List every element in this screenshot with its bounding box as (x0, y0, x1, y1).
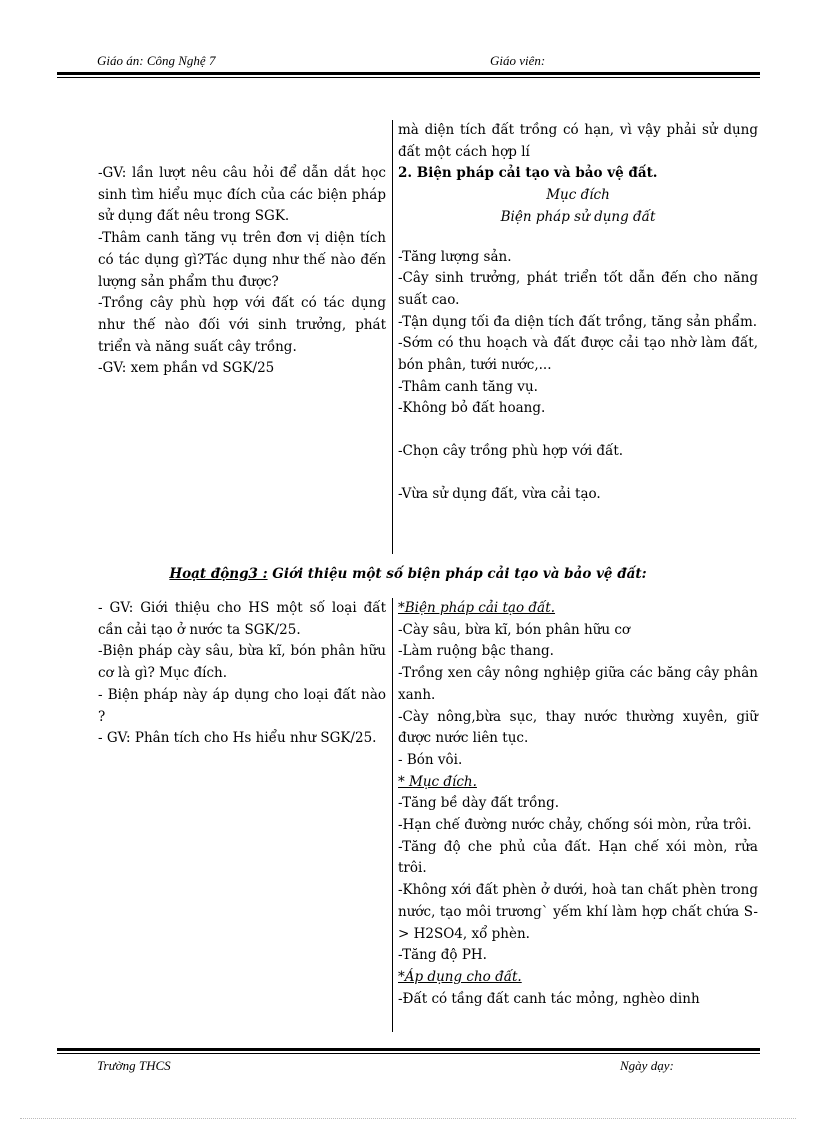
block1-right-intro: mà diện tích đất trồng có hạn, vì vậy phải sử dụng đất một cách hợp lí (398, 122, 758, 160)
section-title-label: Hoạt động3 : (169, 566, 268, 582)
block1-divider (392, 120, 393, 554)
block2-right-item: -Không xới đất phèn ở dưới, hoà tan chất phèn trong nước, tạo môi trương` yếm khí làm hợp chất chứa S-> H2SO4, xổ phèn. (398, 882, 758, 942)
block1-right-sub1: Mục đích (546, 187, 610, 204)
block2-left-line: - Biện pháp này áp dụng cho loại đất nào ? (98, 686, 386, 725)
block1-left-column (98, 163, 386, 380)
spacer (398, 463, 758, 484)
page-edge-dotted (20, 1118, 796, 1119)
footer-rule-thick (57, 1048, 760, 1051)
block2-right-item: -Cày sâu, bừa kĩ, bón phân hữu cơ (398, 621, 631, 638)
block2-right-item: -Trồng xen cây nông nghiệp giữa các băng cây phân xanh. (398, 665, 758, 703)
header-rule-thick (57, 72, 760, 75)
header-rule-thin (57, 77, 760, 78)
block1-left-line: -Thâm canh tăng vụ trên đơn vị diện tích có tác dụng gì?Tác dụng như thế nào đến lượng sản phẩm thu được? (98, 230, 386, 290)
footer-rule-thin (57, 1053, 760, 1054)
block1-left-line: -GV: xem phần vd SGK/25 (98, 360, 275, 377)
block1-right-item: -Không bỏ đất hoang. (398, 400, 546, 417)
block2-left-column (98, 598, 386, 750)
block1-right-item: -Vừa sử dụng đất, vừa cải tạo. (398, 485, 601, 502)
block1-right-item: -Thâm canh tăng vụ. (398, 378, 538, 395)
block1-left-line: -Trồng cây phù hợp với đất có tác dụng như thế nào đối với sinh trưởng, phát triển và năng suất cây trồng. (98, 295, 386, 355)
footer-right: Ngày dạy: (620, 1058, 674, 1073)
block2-right-item: -Hạn chế đường nước chảy, chống sói mòn, rửa trôi. (398, 817, 752, 834)
spacer (398, 420, 758, 441)
section-title (0, 566, 816, 582)
block2-right-column (398, 598, 758, 1010)
footer-left: Trường THCS (97, 1058, 171, 1073)
block1-left-line: -GV: lần lượt nêu câu hỏi để dẫn dắt học sinh tìm hiểu mục đích của các biện pháp sử dụng đất nêu trong SGK. (98, 165, 386, 225)
block1-right-item: -Chọn cây trồng phù hợp với đất. (398, 443, 624, 460)
block2-right-item: -Tăng độ che phủ của đất. Hạn chế xói mòn, rửa trôi. (398, 838, 758, 877)
block2-right-heading-purpose: * Mục đích. (398, 773, 477, 790)
block2-right-heading-apply: *Áp dụng cho đất. (398, 968, 522, 985)
block2-right-heading-measures: *Biện pháp cải tạo đất. (398, 600, 556, 616)
block2-right-item: -Làm ruộng bậc thang. (398, 643, 554, 660)
block2-right-item: -Tăng bề dày đất trồng. (398, 795, 560, 812)
header-right: Giáo viên: (490, 53, 546, 68)
block1-right-item: -Tăng lượng sản. (398, 248, 512, 265)
block2-right-item: -Đất có tầng đất canh tác mỏng, nghèo dinh (398, 990, 700, 1007)
block2-left-line: -Biện pháp cày sâu, bừa kĩ, bón phân hữu cơ là gì? Mục đích. (98, 643, 386, 682)
header-left: Giáo án: Công Nghệ 7 (97, 53, 216, 68)
block2-divider (392, 598, 393, 1032)
block1-right-item: -Sớm có thu hoạch và đất được cải tạo nhờ làm đất, bón phân, tưới nước,... (398, 335, 758, 374)
block2-left-line: - GV: Phân tích cho Hs hiểu như SGK/25. (98, 730, 377, 747)
block2-right-item: -Tăng độ PH. (398, 947, 487, 964)
block1-right-heading: 2. Biện pháp cải tạo và bảo vệ đất. (398, 165, 658, 182)
block1-right-item: -Tận dụng tối đa diện tích đất trồng, tăng sản phẩm. (398, 313, 758, 330)
block2-right-item: -Cày nông,bừa sục, thay nước thường xuyên, giữ được nước liên tục. (398, 708, 758, 747)
block1-right-column (398, 120, 758, 506)
block2-right-item: - Bón vôi. (398, 751, 463, 768)
section-title-text: Giới thiệu một số biện pháp cải tạo và bảo vệ đất: (267, 566, 647, 582)
spacer (398, 229, 758, 247)
block2-left-line: - GV: Giới thiệu cho HS một số loại đất cần cải tạo ở nước ta SGK/25. (98, 600, 386, 638)
block1-right-item: -Cây sinh trưởng, phát triển tốt dẫn đến cho năng suất cao. (398, 270, 758, 308)
block1-right-sub2: Biện pháp sử dụng đất (500, 208, 656, 225)
